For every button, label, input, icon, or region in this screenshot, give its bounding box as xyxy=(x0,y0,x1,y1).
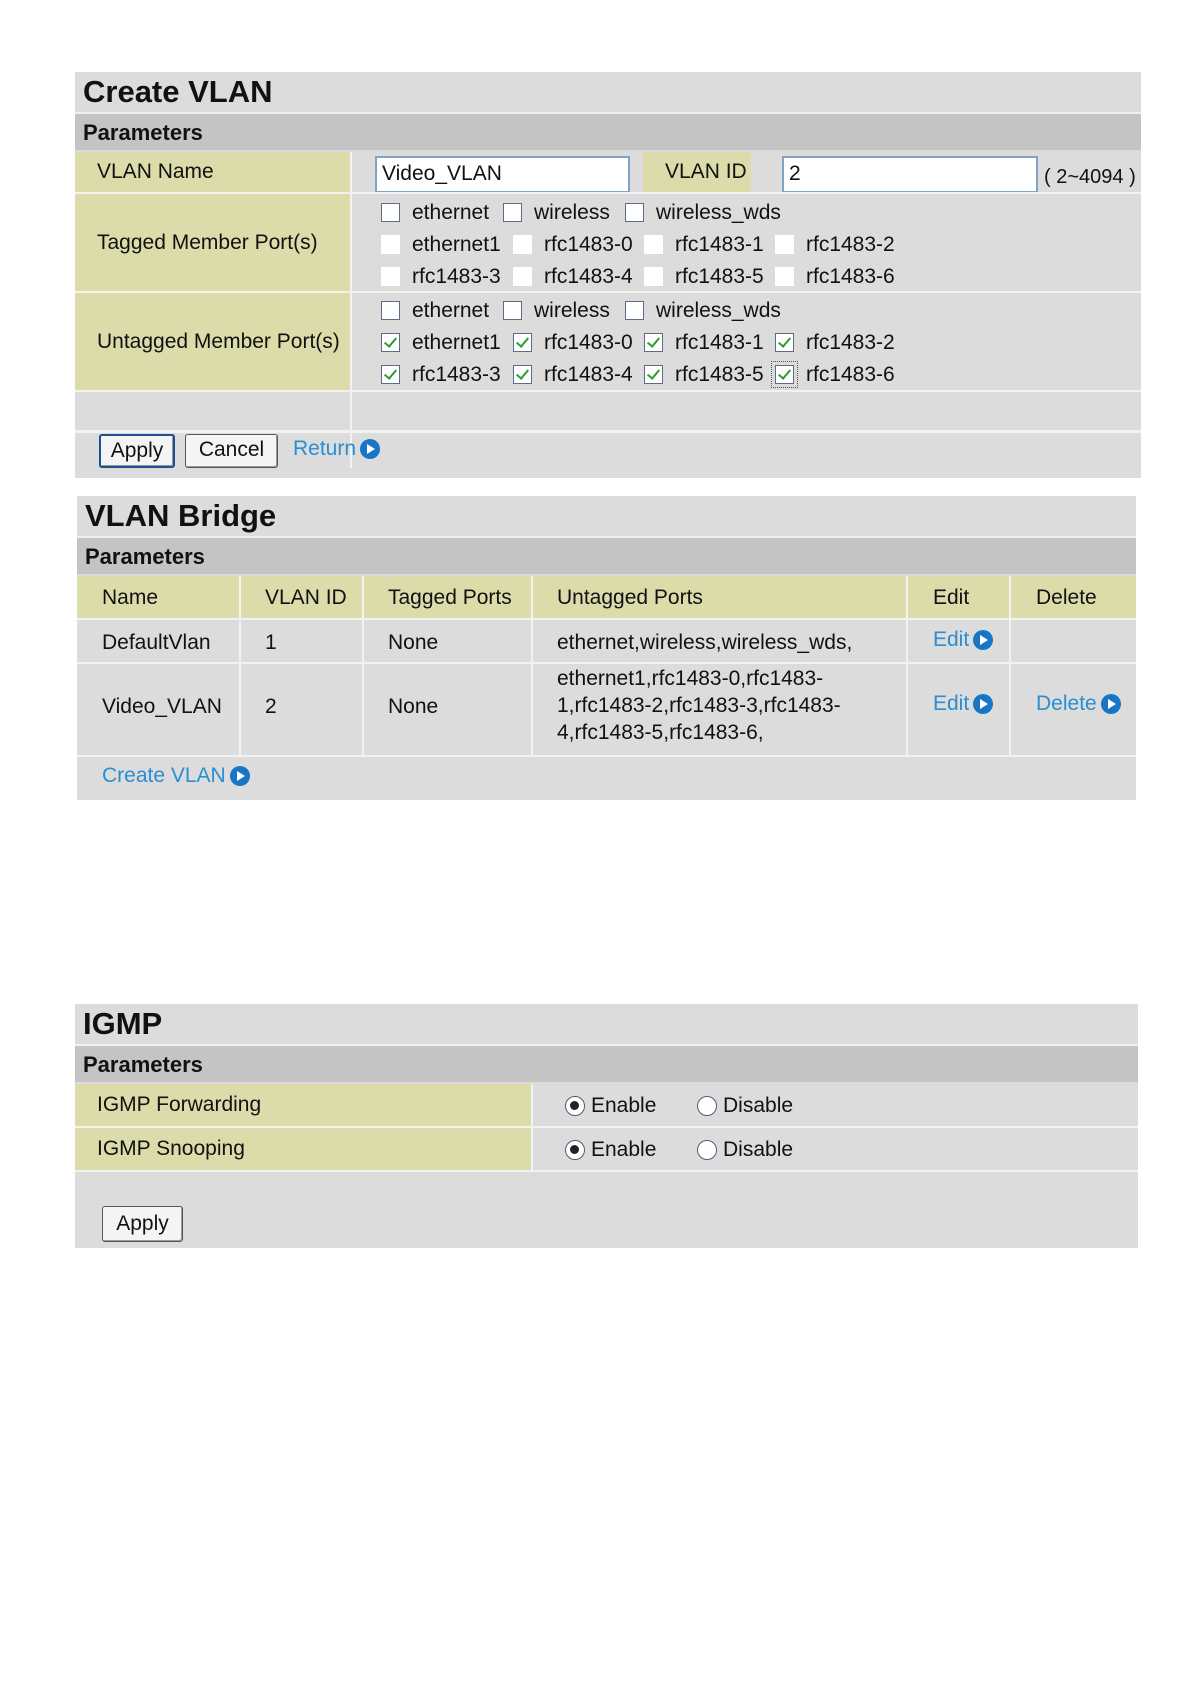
tagged-rfc1483-4-label: rfc1483-4 xyxy=(544,265,633,288)
untagged-rfc1483-6-checkbox[interactable] xyxy=(775,365,794,384)
igmp-forwarding-disable-radio[interactable] xyxy=(697,1096,717,1116)
divider xyxy=(350,152,352,468)
create-vlan-panel xyxy=(75,72,1141,478)
untagged-wireless-checkbox[interactable] xyxy=(503,301,522,320)
header-delete: Delete xyxy=(1036,586,1097,609)
untagged-rfc1483-2-label: rfc1483-2 xyxy=(806,331,895,354)
igmp-forwarding-label: IGMP Forwarding xyxy=(75,1084,531,1126)
tagged-ethernet-checkbox[interactable] xyxy=(381,203,400,222)
divider xyxy=(906,576,908,755)
row1-edit-label: Edit xyxy=(933,628,970,651)
divider xyxy=(531,576,533,755)
tagged-rfc1483-5-checkbox[interactable] xyxy=(644,267,663,286)
vlan-bridge-panel xyxy=(77,496,1136,800)
tagged-rfc1483-6-checkbox[interactable] xyxy=(775,267,794,286)
igmp-snooping-enable-label: Enable xyxy=(591,1138,657,1161)
untagged-ethernet1-checkbox[interactable] xyxy=(381,333,400,352)
row1-vlan-id: 1 xyxy=(265,631,277,654)
vlan-name-label: VLAN Name xyxy=(75,152,350,192)
untagged-rfc1483-6-label: rfc1483-6 xyxy=(806,363,895,386)
tagged-rfc1483-1-label: rfc1483-1 xyxy=(675,233,764,256)
create-vlan-label: Create VLAN xyxy=(102,764,226,787)
vlan-name-input[interactable]: Video_VLAN xyxy=(375,156,630,193)
untagged-rfc1483-3-checkbox[interactable] xyxy=(381,365,400,384)
vlan-id-range: ( 2~4094 ) xyxy=(1044,166,1136,188)
row2-delete-link[interactable] xyxy=(1036,692,1121,716)
create-vlan-title: Create VLAN xyxy=(75,72,1141,112)
tagged-rfc1483-2-label: rfc1483-2 xyxy=(806,233,895,256)
untagged-rfc1483-3-label: rfc1483-3 xyxy=(412,363,501,386)
divider xyxy=(77,755,1136,757)
row2-edit-label: Edit xyxy=(933,692,970,715)
tagged-wireless-label: wireless xyxy=(534,201,610,224)
tagged-rfc1483-5-label: rfc1483-5 xyxy=(675,265,764,288)
untagged-ethernet1-label: ethernet1 xyxy=(412,331,501,354)
divider xyxy=(239,576,241,755)
tagged-rfc1483-4-checkbox[interactable] xyxy=(513,267,532,286)
row1-untagged: ethernet,wireless,wireless_wds, xyxy=(557,631,853,654)
create-vlan-params-header: Parameters xyxy=(75,112,1141,150)
tagged-ethernet-label: ethernet xyxy=(412,201,490,224)
divider xyxy=(362,576,364,755)
igmp-snooping-enable-radio[interactable] xyxy=(565,1140,585,1160)
tagged-rfc1483-6-label: rfc1483-6 xyxy=(806,265,895,288)
untagged-ethernet-label: ethernet xyxy=(412,299,490,322)
igmp-snooping-disable-label: Disable xyxy=(723,1138,794,1161)
untagged-rfc1483-0-label: rfc1483-0 xyxy=(544,331,633,354)
return-label: Return xyxy=(293,437,357,460)
cancel-button[interactable]: Cancel xyxy=(185,434,278,468)
row1-edit-link[interactable] xyxy=(933,628,993,652)
tagged-wireless-wds-label: wireless_wds xyxy=(656,201,781,224)
tagged-rfc1483-3-label: rfc1483-3 xyxy=(412,265,501,288)
header-vlan-id: VLAN ID xyxy=(265,586,347,609)
divider xyxy=(75,1170,1138,1172)
divider xyxy=(77,662,1136,664)
untagged-rfc1483-5-label: rfc1483-5 xyxy=(675,363,764,386)
arrow-right-icon xyxy=(360,439,380,459)
row2-tagged: None xyxy=(388,695,439,718)
arrow-right-icon xyxy=(973,694,993,714)
igmp-title: IGMP xyxy=(75,1004,1138,1044)
vlan-bridge-params-header: Parameters xyxy=(77,536,1136,574)
tagged-rfc1483-2-checkbox[interactable] xyxy=(775,235,794,254)
tagged-rfc1483-0-checkbox[interactable] xyxy=(513,235,532,254)
divider xyxy=(77,618,1136,620)
tagged-ethernet1-label: ethernet1 xyxy=(412,233,501,256)
untagged-wireless-wds-checkbox[interactable] xyxy=(625,301,644,320)
create-vlan-link[interactable] xyxy=(102,764,250,788)
igmp-panel xyxy=(75,1004,1138,1248)
tagged-ports-label: Tagged Member Port(s) xyxy=(75,194,350,291)
row1-tagged: None xyxy=(388,631,439,654)
arrow-right-icon xyxy=(973,630,993,650)
row2-name: Video_VLAN xyxy=(102,695,222,718)
vlan-bridge-title: VLAN Bridge xyxy=(77,496,1136,536)
untagged-ports-label: Untagged Member Port(s) xyxy=(75,293,350,390)
divider xyxy=(75,390,1141,392)
row1-name: DefaultVlan xyxy=(102,631,211,654)
untagged-wireless-wds-label: wireless_wds xyxy=(656,299,781,322)
divider xyxy=(1009,576,1011,755)
apply-button[interactable]: Apply xyxy=(99,434,175,468)
tagged-wireless-wds-checkbox[interactable] xyxy=(625,203,644,222)
untagged-rfc1483-0-checkbox[interactable] xyxy=(513,333,532,352)
vlan-id-label: VLAN ID xyxy=(643,152,751,192)
untagged-rfc1483-4-checkbox[interactable] xyxy=(513,365,532,384)
tagged-wireless-checkbox[interactable] xyxy=(503,203,522,222)
igmp-forwarding-enable-radio[interactable] xyxy=(565,1096,585,1116)
tagged-ethernet1-checkbox[interactable] xyxy=(381,235,400,254)
igmp-snooping-label: IGMP Snooping xyxy=(75,1128,531,1170)
igmp-forwarding-disable-label: Disable xyxy=(723,1094,794,1117)
igmp-forwarding-enable-label: Enable xyxy=(591,1094,657,1117)
vlan-id-input[interactable]: 2 xyxy=(782,156,1038,193)
untagged-rfc1483-1-label: rfc1483-1 xyxy=(675,331,764,354)
igmp-snooping-disable-radio[interactable] xyxy=(697,1140,717,1160)
untagged-rfc1483-5-checkbox[interactable] xyxy=(644,365,663,384)
header-untagged-ports: Untagged Ports xyxy=(557,586,703,609)
header-edit: Edit xyxy=(933,586,970,609)
row2-untagged-line3: 4,rfc1483-5,rfc1483-6, xyxy=(557,721,764,744)
untagged-rfc1483-1-checkbox[interactable] xyxy=(644,333,663,352)
arrow-right-icon xyxy=(1101,694,1121,714)
divider xyxy=(531,1084,533,1170)
row2-untagged-line2: 1,rfc1483-2,rfc1483-3,rfc1483- xyxy=(557,694,841,717)
tagged-rfc1483-0-label: rfc1483-0 xyxy=(544,233,633,256)
arrow-right-icon xyxy=(230,766,250,786)
row2-vlan-id: 2 xyxy=(265,695,277,718)
igmp-apply-button[interactable]: Apply xyxy=(102,1206,183,1242)
row2-edit-link[interactable] xyxy=(933,692,993,716)
untagged-ethernet-checkbox[interactable] xyxy=(381,301,400,320)
divider xyxy=(75,431,1141,433)
header-name: Name xyxy=(102,586,159,609)
tagged-rfc1483-3-checkbox[interactable] xyxy=(381,267,400,286)
untagged-wireless-label: wireless xyxy=(534,299,610,322)
header-tagged-ports: Tagged Ports xyxy=(388,586,512,609)
row2-untagged-line1: ethernet1,rfc1483-0,rfc1483- xyxy=(557,667,824,690)
untagged-rfc1483-2-checkbox[interactable] xyxy=(775,333,794,352)
igmp-params-header: Parameters xyxy=(75,1044,1138,1082)
untagged-rfc1483-4-label: rfc1483-4 xyxy=(544,363,633,386)
tagged-rfc1483-1-checkbox[interactable] xyxy=(644,235,663,254)
return-link[interactable] xyxy=(293,437,380,461)
row2-delete-label: Delete xyxy=(1036,692,1097,715)
